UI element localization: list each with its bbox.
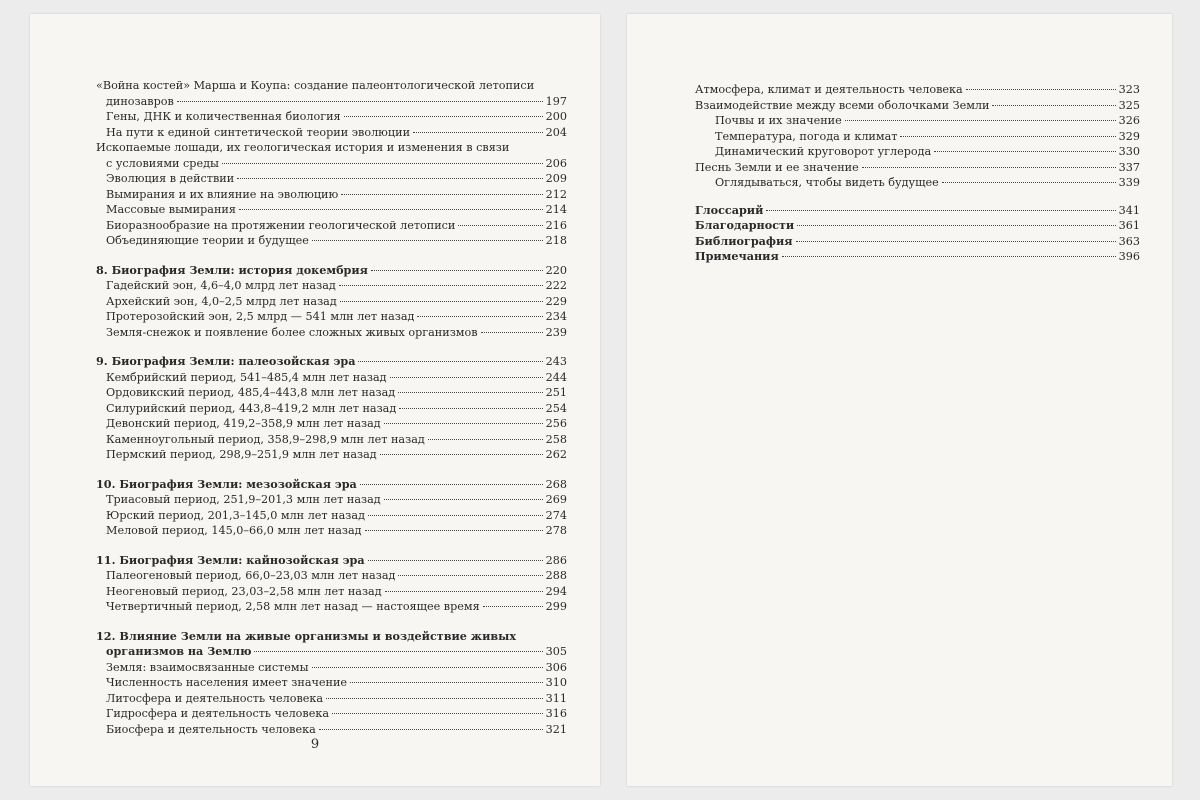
dot-leader (385, 591, 543, 592)
dot-leader (413, 132, 543, 133)
toc-entry (96, 385, 567, 401)
toc-page-number: 310 (545, 676, 567, 689)
toc-entry (96, 125, 567, 141)
toc-entry (96, 309, 567, 325)
toc-entry (695, 234, 1140, 250)
toc-entry-title: Численность населения имеет значение (106, 676, 348, 689)
toc-entry-title: Триасовый период, 251,9–201,3 млн лет назад (106, 493, 381, 506)
toc-entry (695, 144, 1140, 160)
toc-page-number: 311 (545, 691, 567, 705)
toc-entry-title: Вымирания и их влияние на эволюцию (106, 187, 339, 201)
toc-entry (695, 98, 1140, 114)
page-number: 9 (310, 737, 320, 752)
toc-entry-title: Объединяющие теории и будущее (106, 234, 309, 247)
toc-entry (695, 129, 1140, 145)
toc-page-number: 244 (545, 370, 567, 384)
toc-page-number: 222 (545, 279, 567, 292)
toc-page-number: 294 (545, 584, 567, 598)
dot-leader (340, 301, 543, 302)
toc-entry (96, 401, 567, 417)
toc-entry-title: Массовые вымирания (106, 203, 236, 216)
toc-page-number: 216 (545, 218, 567, 232)
toc-entry-title: Почвы и их значение (715, 114, 842, 127)
dot-leader (222, 163, 543, 164)
toc-entry (96, 187, 567, 203)
toc-page-number: 299 (545, 600, 567, 613)
toc-entry (96, 706, 567, 722)
toc-page-number: 337 (1118, 160, 1140, 174)
toc-entry-title: Ордовикский период, 485,4–443,8 млн лет назад (106, 386, 396, 399)
dot-leader (399, 408, 542, 409)
toc-entry-title: организмов на Землю (106, 644, 252, 658)
toc-entry (96, 508, 567, 524)
table-of-contents-left (96, 78, 567, 737)
dot-leader (862, 167, 1116, 168)
dot-leader (350, 682, 543, 683)
toc-entry (96, 233, 567, 249)
dot-leader (339, 285, 543, 286)
toc-page-number: 243 (545, 355, 567, 368)
toc-entry-title: Юрский период, 201,3–145,0 млн лет назад (106, 508, 365, 522)
toc-entry-title: Взаимодействие между всеми оболочками Земли (695, 98, 990, 112)
dot-leader (428, 439, 543, 440)
toc-page-number: 329 (1118, 129, 1140, 143)
toc-entry-title-line: Ископаемые лошади, их геологическая история и изменения в связи (96, 141, 510, 154)
dot-leader (992, 105, 1115, 106)
dot-leader (384, 499, 543, 500)
toc-page-number: 220 (545, 263, 567, 277)
toc-page-number: 321 (545, 722, 567, 736)
toc-entry (96, 599, 567, 615)
toc-entry (96, 447, 567, 463)
dot-leader (344, 116, 543, 117)
dot-leader (458, 225, 542, 226)
dot-leader (766, 210, 1115, 211)
dot-leader (796, 241, 1116, 242)
toc-page-number: 251 (545, 386, 567, 399)
dot-leader (326, 698, 543, 699)
dot-leader (966, 89, 1116, 90)
dot-leader (417, 316, 542, 317)
toc-page-number: 326 (1118, 114, 1140, 127)
toc-entry (695, 160, 1140, 176)
toc-entry-title: Архейский эон, 4,0–2,5 млрд лет назад (106, 294, 337, 308)
toc-page-number: 361 (1118, 219, 1140, 232)
dot-leader (384, 423, 543, 424)
toc-entry-title: Земля-снежок и появление более сложных живых организмов (106, 325, 478, 339)
dot-leader (481, 332, 543, 333)
toc-page-number: 325 (1118, 98, 1140, 112)
toc-entry (96, 523, 567, 539)
toc-page-number: 330 (1118, 145, 1140, 158)
toc-entry-title: Пермский период, 298,9–251,9 млн лет назад (106, 448, 377, 461)
toc-entry (96, 325, 567, 341)
toc-page-number: 204 (545, 125, 567, 139)
dot-leader (371, 270, 543, 271)
toc-entry (96, 278, 567, 294)
dot-leader (900, 136, 1115, 137)
toc-entry-title: с условиями среды (106, 156, 219, 170)
toc-page-number: 206 (545, 156, 567, 170)
dot-leader (845, 120, 1116, 121)
toc-entry (96, 218, 567, 234)
toc-chapter-heading (96, 263, 567, 279)
toc-page-number: 234 (545, 310, 567, 323)
toc-entry-title: Примечания (695, 249, 779, 263)
toc-page-number: 323 (1118, 83, 1140, 96)
dot-leader (483, 606, 543, 607)
toc-page-number: 316 (545, 707, 567, 720)
toc-entry (96, 660, 567, 676)
left-book-page (30, 14, 600, 786)
toc-entry (96, 432, 567, 448)
toc-entry-title: Литосфера и деятельность человека (106, 691, 324, 705)
dot-leader (319, 729, 543, 730)
dot-leader (782, 256, 1116, 257)
toc-entry-title: Гены, ДНК и количественная биология (106, 110, 341, 123)
toc-entry (96, 584, 567, 600)
toc-entry-title: 8. Биография Земли: история докембрия (96, 262, 368, 277)
toc-entry-title: Атмосфера, климат и деятельность человека (695, 83, 963, 96)
toc-page-number: 274 (545, 508, 567, 522)
dot-leader (398, 575, 542, 576)
toc-entry-title: Протерозойский эон, 2,5 млрд — 541 млн лет назад (106, 310, 415, 323)
toc-entry-title: Гадейский эон, 4,6–4,0 млрд лет назад (106, 279, 336, 292)
toc-entry (695, 82, 1140, 98)
dot-leader (360, 484, 543, 485)
toc-page-number: 254 (545, 401, 567, 415)
toc-page-number: 268 (545, 477, 567, 491)
toc-entry (96, 202, 567, 218)
toc-entry-title: Кембрийский период, 541–485,4 млн лет назад (106, 370, 387, 384)
toc-page-number: 200 (545, 110, 567, 123)
toc-entry (96, 109, 567, 125)
dot-leader (942, 182, 1116, 183)
dot-leader (312, 240, 543, 241)
right-book-page (627, 14, 1172, 786)
toc-entry-title: Глоссарий (695, 202, 764, 217)
toc-page-number: 286 (545, 553, 567, 567)
toc-entry-title-line: «Война костей» Марша и Коупа: создание палеонтологической летописи (96, 79, 535, 92)
dot-leader (358, 361, 542, 362)
toc-entry (695, 249, 1140, 265)
toc-entry-title: Меловой период, 145,0–66,0 млн лет назад (106, 524, 362, 537)
toc-page-number: 212 (545, 187, 567, 201)
dot-leader (797, 225, 1115, 226)
toc-entry (96, 140, 567, 171)
toc-entry (96, 675, 567, 691)
dot-leader (390, 377, 543, 378)
toc-entry (695, 175, 1140, 191)
dot-leader (177, 101, 543, 102)
toc-entry-title: Биоразнообразие на протяжении геологической летописи (106, 218, 456, 232)
toc-page-number: 262 (545, 448, 567, 461)
toc-entry (695, 203, 1140, 219)
toc-page-number: 278 (545, 524, 567, 537)
toc-entry-title: динозавров (106, 94, 174, 108)
toc-entry-title: Неогеновый период, 23,03–2,58 млн лет назад (106, 584, 382, 598)
toc-entry-title: Четвертичный период, 2,58 млн лет назад — настоящее время (106, 600, 480, 613)
dot-leader (368, 515, 543, 516)
toc-entry-title: 10. Биография Земли: мезозойская эра (96, 476, 357, 491)
toc-page-number: 256 (545, 417, 567, 430)
toc-entry (96, 691, 567, 707)
toc-page-number: 341 (1118, 203, 1140, 217)
toc-entry-title: Эволюция в действии (106, 172, 235, 185)
toc-page-number: 363 (1118, 234, 1140, 248)
toc-page-number: 288 (545, 569, 567, 582)
toc-page-number: 305 (545, 645, 567, 658)
toc-chapter-heading (96, 354, 567, 370)
toc-entry (96, 568, 567, 584)
toc-page-number: 258 (545, 432, 567, 446)
dot-leader (934, 151, 1115, 152)
toc-entry (96, 416, 567, 432)
dot-leader (237, 178, 542, 179)
toc-entry-title: Силурийский период, 443,8–419,2 млн лет назад (106, 401, 397, 415)
toc-entry (96, 171, 567, 187)
dot-leader (365, 530, 543, 531)
dot-leader (312, 667, 543, 668)
toc-entry-title: На пути к единой синтетической теории эволюции (106, 125, 411, 139)
toc-chapter-heading (96, 477, 567, 493)
dot-leader (380, 454, 543, 455)
toc-page-number: 396 (1118, 250, 1140, 263)
toc-entry (96, 722, 567, 738)
dot-leader (368, 560, 543, 561)
toc-entry (96, 78, 567, 109)
toc-page-number: 269 (545, 493, 567, 506)
dot-leader (254, 651, 542, 652)
toc-entry (695, 218, 1140, 234)
toc-chapter-heading (96, 553, 567, 569)
toc-entry-title: Песнь Земли и ее значение (695, 160, 859, 174)
toc-entry-title: Оглядываться, чтобы видеть будущее (715, 176, 939, 189)
dot-leader (341, 194, 542, 195)
dot-leader (239, 209, 543, 210)
dot-leader (398, 392, 542, 393)
toc-entry-title: Библиография (695, 233, 793, 248)
toc-entry-title: Благодарности (695, 218, 795, 232)
table-of-contents-right (695, 82, 1140, 265)
toc-entry-title: Палеогеновый период, 66,0–23,03 млн лет назад (106, 569, 396, 582)
toc-chapter-heading (96, 629, 567, 660)
toc-entry (96, 294, 567, 310)
toc-entry-title: Динамический круговорот углерода (715, 145, 932, 158)
toc-entry-title: Земля: взаимосвязанные системы (106, 660, 309, 674)
toc-entry-title: Гидросфера и деятельность человека (106, 707, 330, 720)
toc-page-number: 306 (545, 660, 567, 674)
toc-entry (695, 113, 1140, 129)
toc-entry-title: Каменноугольный период, 358,9–298,9 млн лет назад (106, 432, 425, 446)
dot-leader (332, 713, 543, 714)
toc-page-number: 209 (545, 172, 567, 185)
toc-page-number: 239 (545, 325, 567, 339)
toc-entry-title: 11. Биография Земли: кайнозойская эра (96, 552, 365, 567)
toc-entry-title-line: 12. Влияние Земли на живые организмы и воздействие живых (96, 628, 517, 643)
toc-page-number: 197 (545, 94, 567, 108)
toc-page-number: 229 (545, 294, 567, 308)
toc-page-number: 339 (1118, 176, 1140, 189)
toc-entry-title: 9. Биография Земли: палеозойская эра (96, 354, 356, 368)
toc-page-number: 214 (545, 203, 567, 216)
toc-entry (96, 492, 567, 508)
toc-page-number: 218 (545, 234, 567, 247)
toc-entry-title: Девонский период, 419,2–358,9 млн лет назад (106, 417, 381, 430)
toc-entry-title: Биосфера и деятельность человека (106, 722, 316, 736)
toc-entry-title: Температура, погода и климат (715, 129, 898, 143)
toc-entry (96, 370, 567, 386)
